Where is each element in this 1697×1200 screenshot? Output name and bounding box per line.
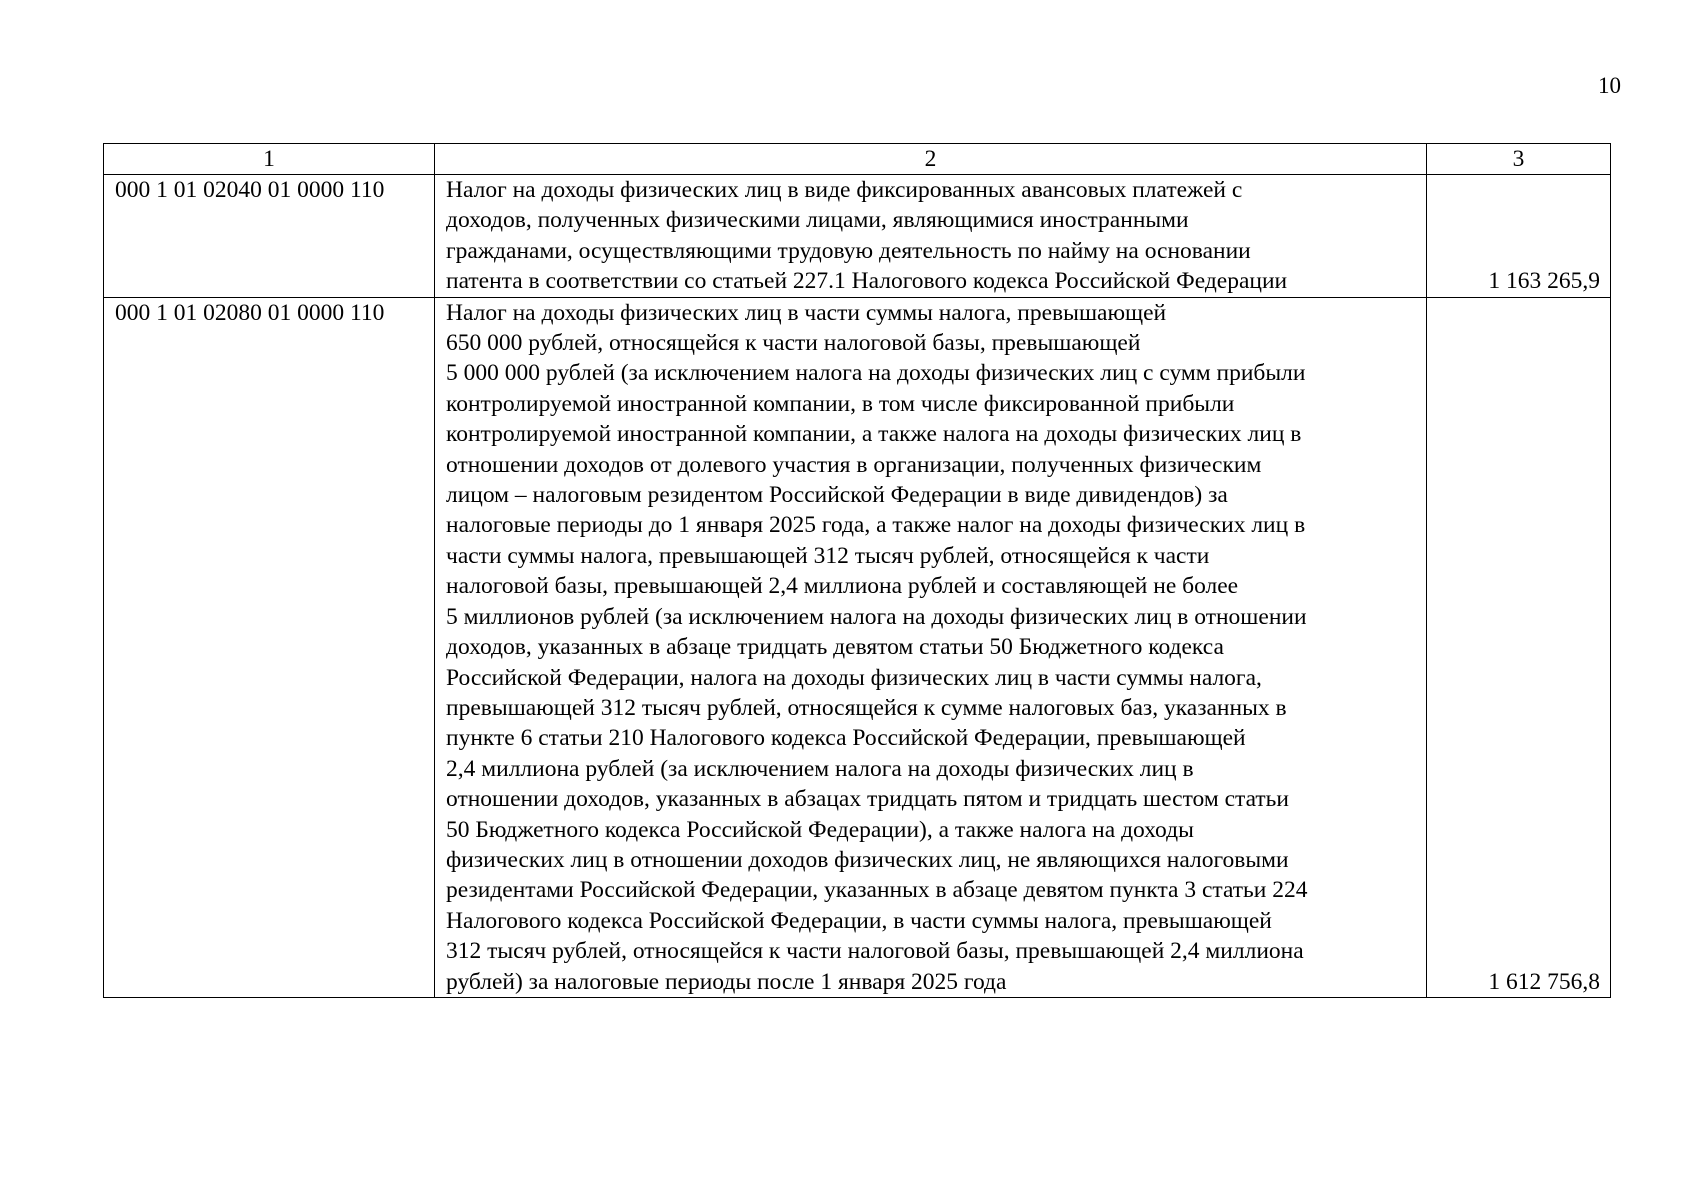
text-line: контролируемой иностранной компании, в том числе фиксированной прибыли	[446, 390, 1235, 417]
text-line: части суммы налога, превышающей 312 тысяч рублей, относящейся к части	[446, 542, 1210, 569]
table-row	[104, 297, 1611, 997]
text-line: лицом – налоговым резидентом Российской Федерации в виде дивидендов) за	[446, 482, 1228, 509]
text-line: превышающей 312 тысяч рублей, относящейся к сумме налоговых баз, указанных в	[446, 694, 1287, 721]
budget-code-cell: 000 1 01 02080 01 0000 110	[104, 297, 435, 997]
text-line: налоговые периоды до 1 января 2025 года, а также налог на доходы физических лиц в	[446, 512, 1306, 539]
text-line: Налог на доходы физических лиц в виде фиксированных авансовых платежей с	[446, 177, 1243, 203]
text-line: 5 000 000 рублей (за исключением налога на доходы физических лиц с сумм прибыли	[446, 360, 1306, 387]
text-line: резидентами Российской Федерации, указанных в абзаце девятом пункта 3 статьи 224	[446, 877, 1308, 904]
table-header-row	[104, 144, 1611, 175]
text-line: физических лиц в отношении доходов физических лиц, не являющихся налоговыми	[446, 846, 1289, 873]
text-line: 312 тысяч рублей, относящейся к части налоговой базы, превышающей 2,4 миллиона	[446, 938, 1304, 965]
text-line: 2,4 миллиона рублей (за исключением налога на доходы физических лиц в	[446, 755, 1194, 782]
table-row	[104, 175, 1611, 298]
text-line: Налогового кодекса Российской Федерации, в части суммы налога, превышающей	[446, 907, 1272, 934]
text-line: 650 000 рублей, относящейся к части налоговой базы, превышающей	[446, 330, 1141, 357]
column-header-1: 1	[104, 144, 435, 175]
amount-cell: 1 612 756,8	[1427, 297, 1611, 997]
text-line: отношении доходов от долевого участия в организации, полученных физическим	[446, 451, 1262, 478]
text-line: отношении доходов, указанных в абзацах тридцать пятом и тридцать шестом статьи	[446, 786, 1289, 813]
text-line: налоговой базы, превышающей 2,4 миллиона рублей и составляющей не более	[446, 573, 1239, 600]
text-line: пункте 6 статьи 210 Налогового кодекса Российской Федерации, превышающей	[446, 725, 1246, 752]
column-header-3: 3	[1427, 144, 1611, 175]
column-header-2: 2	[435, 144, 1427, 175]
text-line: рублей) за налоговые периоды после 1 января 2025 года	[446, 968, 1007, 995]
text-line: гражданами, осуществляющими трудовую деятельность по найму на основании	[446, 237, 1251, 264]
revenue-name-cell	[435, 175, 1427, 298]
amount-cell: 1 163 265,9	[1427, 175, 1611, 298]
text-line: Российской Федерации, налога на доходы физических лиц в части суммы налога,	[446, 664, 1262, 691]
text-line: патента в соответствии со статьей 227.1 Налогового кодекса Российской Федерации	[446, 268, 1288, 295]
text-line: доходов, полученных физическими лицами, являющимися иностранными	[446, 207, 1189, 234]
page-number: 10	[1598, 73, 1621, 98]
text-line: Налог на доходы физических лиц в части суммы налога, превышающей	[446, 299, 1167, 326]
text-line: 50 Бюджетного кодекса Российской Федерации), а также налога на доходы	[446, 816, 1194, 843]
text-line: доходов, указанных в абзаце тридцать девятом статьи 50 Бюджетного кодекса	[446, 634, 1224, 661]
budget-code-cell: 000 1 01 02040 01 0000 110	[104, 175, 435, 298]
text-line: 5 миллионов рублей (за исключением налога на доходы физических лиц в отношении	[446, 603, 1307, 630]
text-line: контролируемой иностранной компании, а также налога на доходы физических лиц в	[446, 421, 1302, 448]
revenue-table	[103, 143, 1611, 998]
revenue-name-cell	[435, 297, 1427, 997]
